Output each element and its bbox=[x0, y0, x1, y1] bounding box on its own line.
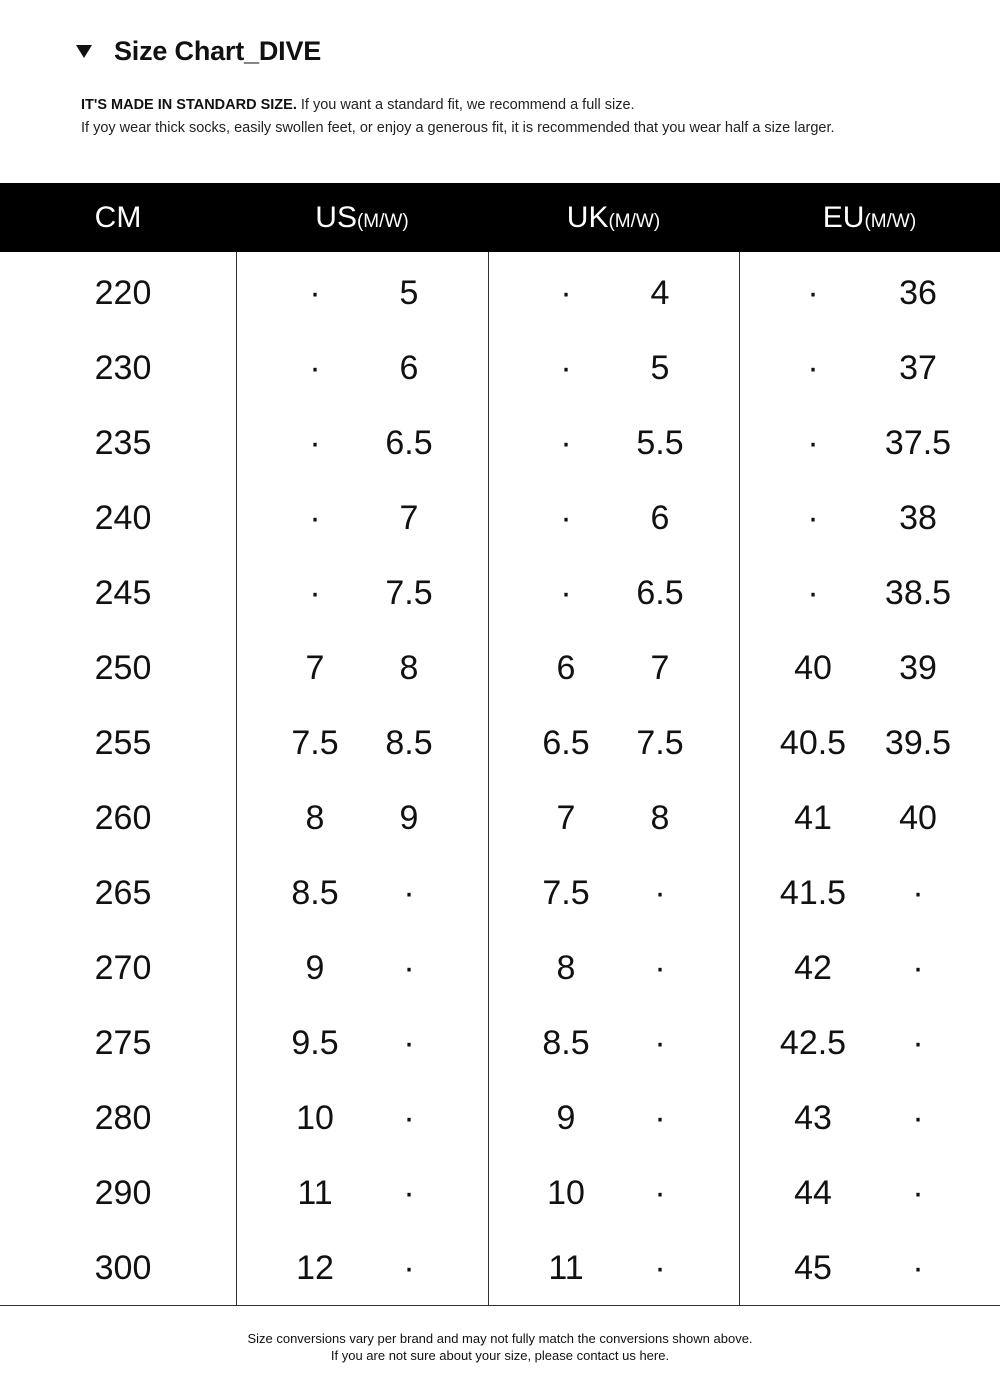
footer-note bbox=[0, 1330, 1000, 1364]
cell-us-w: 7.5 bbox=[385, 574, 433, 612]
cell-us-w: · bbox=[403, 1024, 415, 1062]
cell-eu-w: · bbox=[912, 1024, 924, 1062]
header-uk bbox=[488, 201, 739, 235]
header-eu bbox=[739, 201, 1000, 235]
table-row bbox=[0, 1156, 1000, 1231]
cell-eu-w: 37 bbox=[899, 349, 937, 387]
cell-uk-w: 6 bbox=[650, 499, 670, 537]
page-title: Size Chart_DIVE bbox=[114, 36, 322, 66]
cell-uk-m: 7 bbox=[556, 799, 576, 837]
cell-cm: 220 bbox=[94, 274, 152, 312]
table-row bbox=[0, 1231, 1000, 1306]
table-row bbox=[0, 931, 1000, 1006]
cell-uk-m: · bbox=[560, 349, 572, 387]
cell-us-m: 7 bbox=[305, 649, 325, 687]
cell-uk-m: · bbox=[560, 574, 572, 612]
cell-uk-m: 10 bbox=[547, 1174, 585, 1212]
intro-bold: IT'S MADE IN STANDARD SIZE. bbox=[81, 97, 297, 113]
cell-eu-m: 45 bbox=[794, 1249, 832, 1287]
cell-uk-m: · bbox=[560, 424, 572, 462]
cell-us-w: · bbox=[403, 949, 415, 987]
title-row bbox=[76, 36, 321, 67]
table-row bbox=[0, 781, 1000, 856]
table-row bbox=[0, 406, 1000, 481]
cell-us-m: · bbox=[309, 574, 321, 612]
cell-eu-m: 42.5 bbox=[779, 1024, 847, 1062]
cell-us-m: 8.5 bbox=[291, 874, 339, 912]
cell-eu-m: 40.5 bbox=[779, 724, 847, 762]
cell-uk-w: 4 bbox=[650, 274, 670, 312]
cell-us-m: 10 bbox=[296, 1099, 334, 1137]
cell-eu-m: · bbox=[807, 349, 819, 387]
intro-text bbox=[81, 94, 835, 140]
intro-line-1-rest: If you want a standard fit, we recommend a full size. bbox=[296, 97, 635, 113]
cell-eu-m: 41 bbox=[794, 799, 832, 837]
cell-us-m: · bbox=[309, 274, 321, 312]
cell-uk-w: 8 bbox=[650, 799, 670, 837]
table-row bbox=[0, 556, 1000, 631]
cell-eu-m: 43 bbox=[794, 1099, 832, 1137]
size-table bbox=[0, 183, 1000, 1305]
cell-cm: 275 bbox=[94, 1024, 152, 1062]
cell-us-w: · bbox=[403, 1249, 415, 1287]
cell-eu-m: · bbox=[807, 499, 819, 537]
header-us-label: US bbox=[315, 200, 357, 234]
header-us bbox=[236, 201, 488, 235]
cell-us-m: 12 bbox=[296, 1249, 334, 1287]
cell-cm: 265 bbox=[94, 874, 152, 912]
cell-cm: 270 bbox=[94, 949, 152, 987]
table-row bbox=[0, 256, 1000, 331]
cell-cm: 250 bbox=[94, 649, 152, 687]
table-header bbox=[0, 183, 1000, 252]
cell-cm: 255 bbox=[94, 724, 152, 762]
cell-us-w: · bbox=[403, 1174, 415, 1212]
cell-cm: 280 bbox=[94, 1099, 152, 1137]
cell-eu-m: · bbox=[807, 574, 819, 612]
cell-uk-w: · bbox=[654, 874, 666, 912]
header-us-sub: (M/W) bbox=[356, 210, 409, 232]
cell-cm: 300 bbox=[94, 1249, 152, 1287]
cell-eu-m: 40 bbox=[794, 649, 832, 687]
table-row bbox=[0, 706, 1000, 781]
table-row bbox=[0, 631, 1000, 706]
cell-uk-m: 8 bbox=[556, 949, 576, 987]
cell-eu-w: 40 bbox=[899, 799, 937, 837]
cell-us-w: 6 bbox=[399, 349, 419, 387]
table-row bbox=[0, 856, 1000, 931]
footer-line-1: Size conversions vary per brand and may not fully match the conversions shown above. bbox=[247, 1331, 753, 1346]
cell-us-w: 8 bbox=[399, 649, 419, 687]
cell-us-w: 9 bbox=[399, 799, 419, 837]
cell-cm: 235 bbox=[94, 424, 152, 462]
cell-eu-w: · bbox=[912, 1099, 924, 1137]
table-body bbox=[0, 252, 1000, 1305]
cell-eu-m: 44 bbox=[794, 1174, 832, 1212]
cell-us-m: · bbox=[309, 349, 321, 387]
cell-eu-w: 37.5 bbox=[884, 424, 952, 462]
cell-uk-m: · bbox=[560, 274, 572, 312]
cell-uk-w: · bbox=[654, 949, 666, 987]
cell-us-m: · bbox=[309, 499, 321, 537]
cell-eu-w: 38.5 bbox=[884, 574, 952, 612]
header-cm-label: CM bbox=[94, 200, 142, 234]
cell-eu-m: 42 bbox=[794, 949, 832, 987]
cell-uk-m: 9 bbox=[556, 1099, 576, 1137]
cell-us-m: 9 bbox=[305, 949, 325, 987]
intro-line-1 bbox=[81, 94, 835, 117]
cell-uk-m: 7.5 bbox=[542, 874, 590, 912]
table-row bbox=[0, 1006, 1000, 1081]
cell-cm: 230 bbox=[94, 349, 152, 387]
cell-eu-w: 39.5 bbox=[884, 724, 952, 762]
cell-uk-w: 6.5 bbox=[636, 574, 684, 612]
header-eu-label: EU bbox=[822, 200, 865, 234]
cell-uk-w: 7 bbox=[650, 649, 670, 687]
cell-uk-w: 5.5 bbox=[636, 424, 684, 462]
cell-uk-w: · bbox=[654, 1099, 666, 1137]
cell-us-m: 8 bbox=[305, 799, 325, 837]
cell-us-m: 7.5 bbox=[291, 724, 339, 762]
cell-eu-w: 39 bbox=[899, 649, 937, 687]
cell-us-w: 6.5 bbox=[385, 424, 433, 462]
table-row bbox=[0, 1081, 1000, 1156]
triangle-down-icon bbox=[76, 45, 92, 58]
table-row bbox=[0, 331, 1000, 406]
cell-us-w: 8.5 bbox=[385, 724, 433, 762]
cell-cm: 290 bbox=[94, 1174, 152, 1212]
header-uk-label: UK bbox=[566, 200, 609, 234]
cell-us-w: · bbox=[403, 874, 415, 912]
cell-eu-w: · bbox=[912, 1249, 924, 1287]
cell-eu-m: · bbox=[807, 424, 819, 462]
header-eu-sub: (M/W) bbox=[864, 210, 917, 232]
cell-us-w: 5 bbox=[399, 274, 419, 312]
cell-us-m: · bbox=[309, 424, 321, 462]
footer-line-2: If you are not sure about your size, please contact us here. bbox=[330, 1348, 670, 1363]
header-cm bbox=[0, 201, 236, 235]
cell-uk-w: 7.5 bbox=[636, 724, 684, 762]
cell-eu-w: · bbox=[912, 949, 924, 987]
header-uk-sub: (M/W) bbox=[608, 210, 661, 232]
cell-cm: 260 bbox=[94, 799, 152, 837]
cell-uk-w: · bbox=[654, 1249, 666, 1287]
cell-uk-m: 6.5 bbox=[542, 724, 590, 762]
cell-uk-w: · bbox=[654, 1024, 666, 1062]
cell-eu-w: · bbox=[912, 874, 924, 912]
intro-line-2: If yoy wear thick socks, easily swollen feet, or enjoy a generous fit, it is recommended that you wear half a size larger. bbox=[81, 120, 835, 136]
cell-uk-w: · bbox=[654, 1174, 666, 1212]
cell-uk-m: 11 bbox=[548, 1249, 584, 1287]
cell-cm: 245 bbox=[94, 574, 152, 612]
cell-cm: 240 bbox=[94, 499, 152, 537]
table-row bbox=[0, 481, 1000, 556]
cell-eu-w: 36 bbox=[899, 274, 937, 312]
cell-us-m: 9.5 bbox=[291, 1024, 339, 1062]
cell-us-w: 7 bbox=[399, 499, 419, 537]
cell-eu-w: · bbox=[912, 1174, 924, 1212]
cell-eu-m: · bbox=[807, 274, 819, 312]
cell-us-w: · bbox=[403, 1099, 415, 1137]
cell-uk-m: 6 bbox=[556, 649, 576, 687]
cell-uk-m: 8.5 bbox=[542, 1024, 590, 1062]
cell-uk-w: 5 bbox=[650, 349, 670, 387]
cell-uk-m: · bbox=[560, 499, 572, 537]
cell-eu-w: 38 bbox=[899, 499, 937, 537]
cell-us-m: 11 bbox=[297, 1174, 333, 1212]
cell-eu-m: 41.5 bbox=[779, 874, 847, 912]
